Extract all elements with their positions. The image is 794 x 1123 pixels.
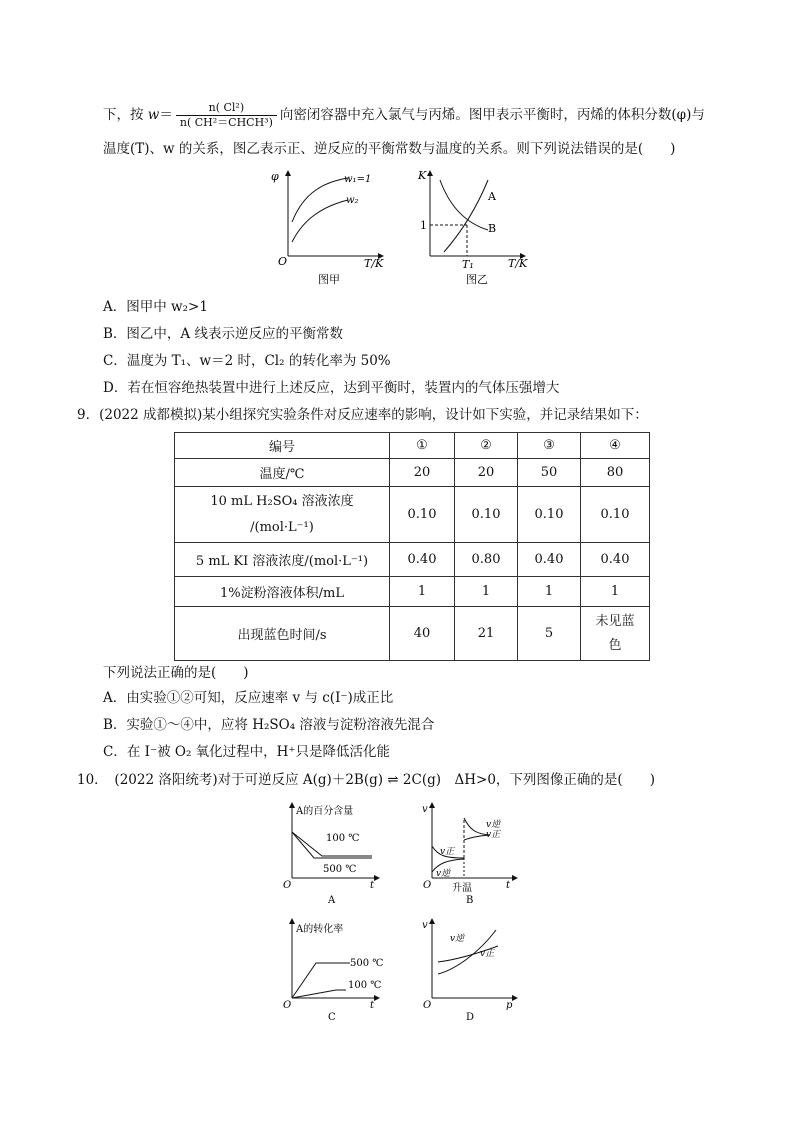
table-cell: 1 [390,577,455,607]
fig-jia-x-label: T/K [364,257,384,270]
table-row [175,543,650,577]
table-cell: 1 [455,577,518,607]
table-cell: 5 [518,607,581,661]
graph-b [420,802,524,908]
graph-a-y-label: A的百分含量 [296,806,354,817]
figure-yi [408,166,538,290]
q8-stem-line2: 温度(T)、w 的关系，图乙表示正、逆反应的平衡常数与温度的关系。则下列说法错误的是( ) [103,141,676,157]
graph-a-origin: O [283,880,292,891]
graph-c-caption: C [328,1012,336,1023]
table-cell: 0.80 [455,543,518,577]
table-cell: 0.10 [581,487,650,543]
graph-a-curve-lo: 500 ℃ [323,864,357,875]
fig-jia-curve1-label: w₁=1 [344,174,372,185]
table-header-cell: ② [455,433,518,459]
figure-jia [264,166,394,290]
table-header-cell: ③ [518,433,581,459]
table-header-row [175,433,650,459]
table-cell: 20 [455,459,518,487]
q8-option-c: C．温度为 T₁、w＝2 时，Cl₂ 的转化率为 50% [103,353,391,369]
graph-c-curve-lo: 100 ℃ [348,980,382,991]
table-cell: 20 [390,459,455,487]
graph-b-event: 升温 [452,883,472,894]
table-cell: 80 [581,459,650,487]
graph-c-x-label: t [370,1000,375,1011]
graph-d-v-fwd: v正 [480,949,495,959]
graph-b-v-fwd-top: v正 [486,830,501,840]
fig-jia-caption: 图甲 [318,273,340,286]
graph-c [278,918,388,1026]
graph-d-v-rev: v逆 [450,934,465,944]
graph-b-v-fwd-left: v正 [440,847,455,857]
row-label: 1%淀粉溶液体积/mL [175,577,390,607]
fig-jia-origin: O [278,255,288,268]
q10-stem: 10． (2022 洛阳统考)对于可逆反应 A(g)＋2B(g) ⇌ 2C(g) ΔH>0，下列图像正确的是( ) [77,772,655,788]
graph-d-caption: D [466,1012,475,1023]
graph-a [278,802,388,908]
table-cell: 0.10 [390,487,455,543]
table-cell: 40 [390,607,455,661]
row-label: 10 mL H₂SO₄ 溶液浓度 /(mol·L⁻¹) [175,487,390,543]
q9-question: 下列说法正确的是( ) [103,665,249,681]
table-cell: 0.40 [518,543,581,577]
table-cell: 1 [518,577,581,607]
table-cell: 0.10 [455,487,518,543]
table-row [175,577,650,607]
graph-b-x-label: t [506,880,511,891]
row-label: 温度/℃ [175,459,390,487]
fig-yi-t1-label: T₁ [462,258,474,271]
table-row [175,487,650,543]
table-cell: 0.10 [518,487,581,543]
graph-c-y-label: A的转化率 [296,924,344,935]
table-cell: 50 [518,459,581,487]
graph-d-y-label: v [422,920,428,931]
graph-b-caption: B [466,895,474,906]
q9-option-c: C．在 I⁻被 O₂ 氧化过程中，H⁺只是降低活化能 [103,744,391,760]
row-label: 出现蓝色时间/s [175,607,390,661]
table-cell: 1 [581,577,650,607]
graph-c-curve-hi: 500 ℃ [350,958,384,969]
w-symbol: w [147,107,160,123]
q9-option-a: A．由实验①②可知，反应速率 v 与 c(I⁻)成正比 [103,690,394,706]
q8-option-b: B．图乙中，A 线表示逆反应的平衡常数 [103,326,343,342]
fig-yi-y-label: K [418,169,427,182]
fig-yi-x-label: T/K [508,257,528,270]
graph-b-v-rev-left: v逆 [436,869,451,879]
q8-stem-line1: 下，按 w＝ $\frac{\text{n( Cl²)}}{\text{n( CH²＝CHCH³)}}$ 向密闭容器中充入氯气与丙烯。图甲表示平衡时，丙烯的体积分数(φ)与 [103,101,705,129]
graph-d-origin: O [423,1000,432,1011]
graph-d [420,918,524,1026]
table-cell: 0.40 [581,543,650,577]
table-row [175,459,650,487]
graph-b-origin: O [423,880,432,891]
fig-yi-one-label: 1 [420,219,427,232]
experiment-table [174,432,650,661]
table-row [175,607,650,661]
q9-option-b: B．实验①～④中，应将 H₂SO₄ 溶液与淀粉溶液先混合 [103,717,435,733]
fig-yi-curve-a: A [488,190,496,203]
table-header-cell: 编号 [175,433,390,459]
graph-a-curve-hi: 100 ℃ [326,833,360,844]
table-cell: 0.40 [390,543,455,577]
table-header-cell: ④ [581,433,650,459]
fig-jia-y-label: φ [271,170,279,183]
ratio-fraction: $\frac{\text{n( Cl²)}}{\text{n( CH²＝CHCH³)}}$ [176,101,277,130]
graph-b-v-rev-top: v逆 [486,820,501,830]
table-cell: 21 [455,607,518,661]
fig-jia-curve2-label: w₂ [346,195,359,206]
table-cell: 未见蓝 色 [581,607,650,661]
graph-a-caption: A [328,895,336,906]
fig-yi-caption: 图乙 [466,273,488,286]
graph-a-x-label: t [370,880,375,891]
table-header-cell: ① [390,433,455,459]
q8-option-d: D．若在恒容绝热装置中进行上述反应，达到平衡时，装置内的气体压强增大 [103,380,560,396]
fig-yi-curve-b: B [488,222,497,235]
graph-c-origin: O [283,1000,292,1011]
q8-option-a: A．图甲中 w₂>1 [103,299,208,315]
graph-d-x-label: p [506,1000,513,1011]
row-label: 5 mL KI 溶液浓度/(mol·L⁻¹) [175,543,390,577]
graph-b-y-label: v [422,804,428,815]
q9-stem: 9．(2022 成都模拟)某小组探究实验条件对反应速率的影响，设计如下实验，并记录结果如下： [77,407,648,423]
